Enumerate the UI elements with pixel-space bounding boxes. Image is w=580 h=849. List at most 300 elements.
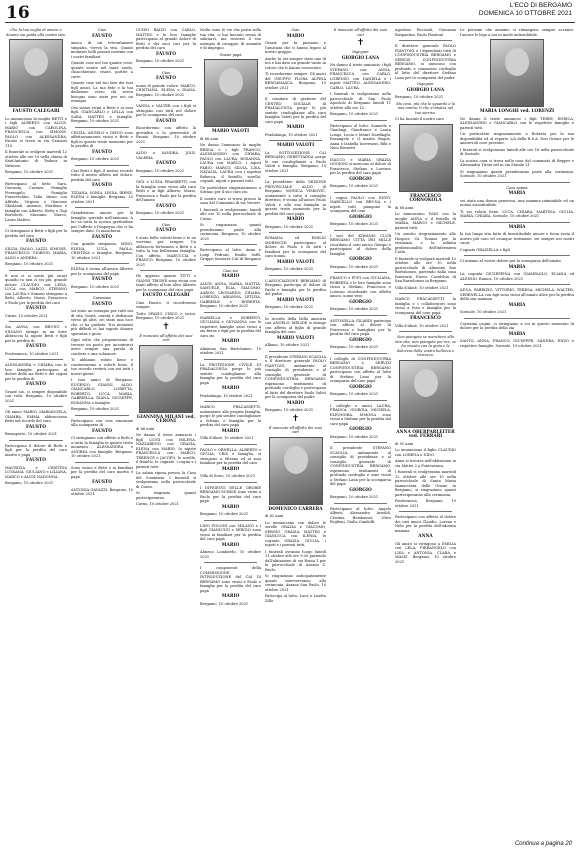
obituary-column-2 [71,28,133,840]
notice-text: Ne danno il triste annuncio i figli LUIGI con MILENA, NAZZARENO con GRAZIA, ELENA con MARIO, la nipote FRANCESCA con MARCO, TERENCE e JACOPO, le sorelle, il fratello, le cognate, i cugini e i parenti tutti. [136,433,196,469]
notice-divider [464,255,570,256]
notice-text: Quante cose nel tuo fare dei tuoi figli amici. La tua fede e la tua dedizione verso chi aveva bisogno sono state per noi un esempio. [71,81,133,103]
notice-divider [399,40,452,41]
notice-text: di 86 anni [200,136,219,141]
notice-text: Ne danno l'annuncio la moglie BERGA e i figli FRANCO, ALESSANDRO con CHIARA, PAOLO con LAURA, ROSANNA, LAURA con MARCO, i nipoti FABIO, MARCO, SILVIA, LISA, NATALIA, LAURA con i nipotini Rebecca, il fratello, sorella, cognati, nipoti e parenti tutti. [200,143,261,183]
notice-text: Quante cose nel tuo quante cene, quante serate nel mare sardo, chiacchierate, risate, partite a carte. [71,61,133,79]
deceased-name: FRANCESCO CORNOKOLA [409,193,442,203]
notice-text: Carissimi cugini, ci stringiamo a voi in questo momento di dolore per la perdita della zia [460,321,574,330]
deceased-name: MARIO VALOTI [276,143,315,148]
deceased-name: MARIO [221,542,240,548]
notice-text: Partecipano il dolore di Betti e figli per la perdita del caro marito e papà [5,443,67,457]
cross-icon: ✝ [356,38,365,48]
notice-divider [75,127,129,128]
notice-divider [9,359,63,360]
deceased-name: DOMENICO CARRERA [268,506,323,512]
notice-text: ALDO e SANDRA, JOLE, VALERIA [136,151,196,160]
notice-text: Ciao [161,222,171,227]
page-header [0,0,580,26]
deceased-name: FAUSTO [26,306,46,311]
notice-divider [204,401,257,402]
deceased-name: MARIO [286,33,305,39]
notice-text: Ho appreso quanto TITTI e GIANNI TRIONE sono vicini con tanto affetto al loro altro Alberto per la scomparsa del caro papà [136,274,196,292]
notice-text: La PROTEZIONE CIVILE DI PRADALUNGA porge le più sentite condoglianze alla famiglia per la perdita del caro papà [200,362,261,385]
notice-text: Si ringraziano anticipatamente quanti interverranno alla cerimonia. Azzano San Paolo, 10 ottobre 2021 [265,574,326,592]
deceased-name: MARIA [508,264,526,270]
notice-text: ALESSANDRA e CHIARA con le loro famiglie partecipano al dolore della zia Betti e dei cugini per la perdita di [5,363,67,381]
deceased-name: FAUSTO [92,277,112,282]
notice-text: Bergamo, 10 ottobre 2021 [330,345,379,349]
notice-text: Pradalunga, 10 ottobre 2021 [200,393,253,398]
deceased-name: MARIO [221,274,240,279]
notice-text: Partecipa al lutto: Luca e Lisetta Zillo [265,594,326,603]
notice-text: Ci uniamo al vostro dolore per la scomparsa dell'amata [460,259,561,263]
deceased-name: FAUSTO [92,33,112,39]
deceased-name: MARIO [286,125,305,130]
notice-text: Ricorderemo con affetto la giovialità e la generosità di Fausto. Bergamo, 10 ottobre 2021 [136,126,196,144]
notice-text: Un sentito ringraziamento allo Hospice Cà Tomasi per la vicinanza e la infinita professionalità dell'infermiera Carla. [395,232,456,254]
notice-text: Ci stringiamo a Betti e figli per la perdita del caro [5,229,67,238]
notice-text: Bergamo, 10 ottobre 2021 [330,495,379,499]
notice-divider [204,359,257,360]
notice-text: Il funerale si svolgerà martedì 12 ottobre alle ore 10 nella parrocchiale di Almenno San Bartolomeo, partendo dalla casa funeraria Nuovo Cavalchin di San Bartolomeo in Bergamo. [395,256,456,283]
notice-text: Grazie per la passione e l'amicizia che ti hanno legato al nostro gruppo. [265,41,326,54]
deceased-name: GIORGIO [349,214,372,220]
obituary-column-5 [265,28,326,840]
notice-text: SILVIA, PAOLO, LAZZI, SIMONE, FRANCESCO, GIORGIO, MARIA, ALDO e ANDREA. [5,246,67,260]
continuation-note: Continua a pagina 20 [514,841,572,847]
notice-text: Lo annunciano IVAN con la moglie ANNA e il fratello di MARIA, MARCO e MICHELE, parenti tutti. [395,212,456,230]
deceased-name: FAUSTO [92,183,112,188]
notice-text: Il funerale si svolgerà martedì 12 ottobre alle ore 10 nella chiesa di Sant'Antonio di Padova in Valtesse. [5,150,67,168]
deceased-name: MARIO [286,400,305,406]
notice-text: I DIPIGENTI DELLE OROBIE BERGAMO-SCHISE sono vicini a Paolo per la perdita del caro papà [200,485,261,503]
notice-divider [464,318,570,319]
notice-text: Molte sono le vie che porta sulla tua vita, ci hai lasciato senza di salutarci, ma resterai il suo esempio di coraggio, di umanità e di impegno. [200,28,261,50]
deceased-name: GIORGIO LANA [341,55,380,61]
notice-text: Bergamo, 10 ottobre 2021 [136,59,185,63]
notice-text: L'ASSOCIAZIONE BERGAMO di Bergamo partecipa al dolore di Paolo e famiglia per la perdita del padre [265,278,326,296]
notice-text: Bergamo, 10 ottobre 2021 [330,434,379,439]
quote-text: Ingegner [352,50,369,54]
notice-text: Ne danno il triste annuncio i figli TERRY, ENRICA, ALESSANDRO e GIANCARLO con le rispettive famiglie e parenti tutti. [460,116,574,130]
deceased-name: FAUSTO [156,161,176,166]
notice-text: TIZIANA, SONIA, LINDA, IRENE, ELENA e famiglie. Bergamo, 10 ottobre 2021 [71,190,133,204]
notice-text: Zia ANNA con BRUNO e SILVANO stringe in un forte abbraccio la nipote Betti e figli per la perdita di [5,325,67,343]
cross-icon: ✝ [162,321,170,332]
notice-text: LINO POLONI con MILANO e i figli GIANLUIGI e SERGIO sono vicini ai familiari per la perdita del caro papà [200,523,261,541]
notice-text: Brusaporto, 10 ottobre 2021 [5,432,58,436]
publication-info [479,2,572,18]
deceased-name: FAUSTO [92,149,112,155]
deceased-name: GIORGIO [349,487,372,493]
notice-text: di 86 anni [136,426,155,431]
notice-divider [75,462,129,463]
notice-text: Un particolare ringraziamento a Roberta per la sua disponibilità ed al reparto 2/A della R.S.A. Don Orione per le amorevoli cure prestate. [460,132,574,145]
notice-divider [334,154,387,155]
deceased-name: ANNA [418,534,433,539]
notice-divider [269,275,322,276]
notice-divider [334,353,387,354]
notice-text: Bergamo, 10 ottobre 2021 [330,112,379,116]
notice-text: di 88 anni [395,205,414,210]
notice-text: La presidente della SEZIONE PROVINCIALE ALDO di Bergamo, MONICA VISKOVIĆ, unitamente a tutto il consiglio direttivo, è vicina all'amico Paolo Valoti e alla sua famiglia in questo triste momento per la perdita del caro papà [265,180,326,216]
notice-text: Almenno San Bartolomeo, 10 ottobre 2021 [200,346,261,355]
obituary-column-3 [136,28,196,840]
deceased-name: FRANCESCO [410,316,441,321]
notice-text: FRANCO e PUPI con GIULIANA, ROBERTA e le loro famiglie sono vicini a Stefano, Francesca e Lorenzo ricordando con affetto amico, uomo vero [330,276,391,298]
obituary-column-1 [5,28,67,840]
deceased-name: FAUSTO [156,51,176,57]
notice-text: sei stata una donna generosa, una mamma inimitabile ed un nonna insostituibile. [460,198,574,207]
notice-text: E non ci si sente più sicuri quando tu non ci sei più, grande dolore CLAUDIO con LENA, LUCA con MARCO, STEFANO con LAURA e Simone stringono a Betti, Alberto, Mario, Francesca e Paolo per la perdita del caro [5,273,67,305]
notice-text: Bergamo, 10 ottobre 2021 [395,95,444,99]
notice-text: Cognata GRAZIELLA e figli [460,247,510,252]
notice-divider [334,503,387,504]
deceased-name: GIORGIO [349,337,372,343]
header-rule [5,22,575,23]
notice-divider [464,222,570,223]
notice-text: I funerali si svolgeranno martedì 12 ottobre alle ore 10 nella parrocchiale di Santa Maria Immacolata delle Grazie in Bergamo, si ringraziano quanti parteciperanno alla cerimonia. [395,470,456,497]
notice-text: La SOTTOSEZIONE CAI BERGAMO GERETTADDA porge le sue condoglianze a Paolo Valoti e famiglia. Bergamo, 10 ottobre 2021 [265,150,326,173]
deceased-name: FAUSTO [156,76,176,81]
notice-text: è stato bello volerti bene e te ne vorremo per sempre. Un abbraccio fortissimo a Betti e a tutta la tua bellissima famiglia. Con affetto, MARUCCIA e FRANCO. Bergamo, 10 ottobre 2021 [136,235,196,267]
deceased-name: FAUSTO [92,428,112,434]
quote-text: Ingegner [417,82,434,86]
deceased-name: GIORGIO [349,384,372,390]
notice-text: Si ringraziano quanti prenderanno parte alla cerimonia. Bergamo, 10 ottobre 2021 [200,223,261,241]
notice-text: Pradalunga, 10 ottobre 2021 [265,132,318,137]
deceased-name: FAUSTO CALEGARI [142,293,190,298]
notice-text: MAURIZIA e CRISTINA LUSSANA, GIULIANO e LILIANA, MARCO e ALICE NADONNA. [5,465,67,479]
notice-text: Ti ricorderemo sempre. Gli amici del GRUPPO FLORA ALPINA BERGAMASCA. Bergamo, 10 ottobre 2021 [265,72,326,90]
notice-text: Cari Betti e figli, il nostro ricordo tutto il nostro affetto nel dolore, perdita del caro [71,168,133,182]
notice-text: I colleghi e amici LAURA, FRANCA, GIORGIA, MICHELA, ELEONORA, SIMONA sono vicini a Stefano per la perdita del caro papà [330,403,391,426]
notice-text: Partecipano al lutto: Anna e Luigi Pedroni, Emilio Soffi, Gruppo Seniores CAI di Bergamo [200,248,261,261]
notice-divider [269,351,322,352]
notice-divider [399,511,452,512]
notice-text: GUIDO BAIZO con CARLO, MATTEO e le loro famiglie partecipano al grande dolore di Betti e dei suoi cari per la perdita del caro [136,28,196,50]
notice-text: Almeno Lombardo, 10 ottobre 2021 [200,550,261,559]
notice-divider [464,182,570,183]
notice-text: Partecipano al lutto: Sara, Giovanni, Carmen, Famiglia Pierangelo, Famiglia Franceschini, Talia Vanzo con Alfredo, Virginio e Giacomo Ghislandi, Antonio, Marilena e famiglia con Alberto, Betty e Gigi Bortolotti, Massimo, Marco, Laura Matteo. [5,181,67,222]
notice-divider [334,192,387,193]
deceased-name: MARIA [508,302,526,308]
notice-divider [204,562,257,563]
notice-text: MARCO FRACASSETTI, la famiglia e i collaboratori sono vicini a Ivan e famiglia per la scomparsa del caro papà [395,297,456,315]
portrait-photo [204,59,258,127]
deceased-name: MARIO [221,428,240,434]
notice-divider [204,520,257,521]
notice-divider [75,415,129,416]
notice-divider [399,331,452,332]
portrait-photo [399,124,453,192]
deceased-name: MARIO VALOTI [276,335,315,341]
notice-text: Curno, 10 ottobre 2021 [5,313,48,318]
notice-text: sei stato un esempio per tutti noi di vita, bontà, onestà e dedizione verso gli altri, sei stato una luce che ci ha guidato. Nei momenti più difficili ci hai saputo donare speranza e gioia. [71,309,133,336]
notice-text: MARIELLA e ROBERTO, GIULIANA e GIOVANNA con le rispettive famiglie sono vicini a zia Bersa e figli per la perdita del caro zio [200,315,261,338]
quote-text: È mancato all'affetto dei suoi cari [268,425,323,434]
notice-divider [334,315,387,316]
notice-divider [75,207,129,208]
notice-divider [204,312,257,313]
notice-text: Il direttore generale PAOLO PIANTONI e i dipendenti tutti di CONFINDUSTRIA BERGAMO e SERVIZI CONFINDUSTRIA BERGAMO, si uniscono con profondo e commosso cordoglio al lutto del direttore Stefano Lana per la scomparsa del padre [395,44,456,80]
notice-divider [399,293,452,294]
notice-text: Anna si trovava nell'abitazione in via Mattei 2 a Ponteranica. [395,459,456,468]
notice-text: Bergamo, 10 ottobre 2021 [71,157,120,161]
notice-text: I componenti della COMMISSIONE INTRODUZIONE del CAI DI BERGAMO sono vicini a Paolo e famiglia per la perdita del caro papà [200,566,261,593]
notice-text: Lo annunciano con dolore le sorelle GRAZIA e GIACOMO, SERGIO, GRAZIA, MATTEO e GIANLUCA con ILENIA, le cognate GRAZIA, GIULIA, i nipoti e i parenti tutti. [265,520,326,547]
notice-text: Bergamo, 10 ottobre 2021 [265,224,314,229]
notice-text: Il presidente STEFANO SCAGLIA e il direttore generale PAOLO PIANTONI, unitamente al consiglio di presidenza e al consiglio generale di CONFINDUSTRIA BERGAMO, esprimono sentimenti di profondo cordoglio e partecipano al lutto del direttore Paolo Valoti per la scomparsa del padre [265,354,326,399]
notice-text: ROMANA ed EMILIO MORESCHI partecipano al dolore di Paolo e di tutti i familiari per la scomparsa del caro nonno [265,236,326,258]
deceased-name: FAUSTO [156,228,176,233]
notice-text: Villa d'Almè, 10 ottobre 2021 [200,436,254,440]
notice-text: VANNA e VALTER con i figli si stringono con tutti nel dolore per la scomparsa del caro [136,104,196,117]
quote-text: È mancato all'affetto dei suoi cari [333,28,388,37]
notice-text: Bergamo, 10 ottobre 2021 [330,307,379,311]
notice-divider [9,270,63,271]
notice-text: Ponteranica, 10 ottobre 2021 [5,351,59,356]
notice-text: Tutto SPAZIO CIRCO e vicini. Bergamo, 10 ottobre 2021 [136,311,196,320]
notice-divider [140,176,192,177]
obituary-column-4 [200,28,261,840]
notice-text: Ti abbiamo voluto bene e continueremo a volerti bene, il tuo ricordo resterà con noi tutti i nostri giorni. [71,358,133,376]
notice-text: Il presidente STEFANO SCAGLIA, unitamente al consiglio di presidenza e al consiglio generale di CONFINDUSTRIA BERGAMO, esprimono sentimenti di profondo cordoglio e sono vicini a Stefano Lana per la scomparsa del papà [330,446,391,486]
obituary-column-8 [460,28,574,840]
notice-text: Bergamo, 10 ottobre 2021 [330,222,379,226]
notice-divider [140,147,192,148]
notice-text: Si ringrazia quanti parteciperanno. [136,491,196,500]
notice-text: CINZIA, ANGELO e DIEGO sono affettuosamente vicini a Betti e figli in questo triste momento per la perdita di [71,130,133,148]
notice-divider [334,120,387,121]
notice-divider [334,230,387,231]
notice-text: I soci del KIWANIS CLUB BERGAMO CITTÀ DEI MILLE ricordano il caro amico Giorgio e partecipano al dolore della famiglia [330,233,391,256]
deceased-name: FAUSTO [26,344,46,349]
notice-text: Villa d'Almè, 10 ottobre 2021 [395,285,449,290]
notice-divider [269,93,322,94]
notice-text: Cara nonna [506,185,528,190]
notice-text: ELENA è vicina all'amica Alberto per la scomparsa del papà [71,267,133,276]
notice-divider [204,265,257,266]
notice-text: Sorisole, 10 ottobre 2021 [460,310,507,314]
deceased-name: GIORGIO [349,427,372,432]
notice-divider [334,442,387,443]
notice-divider [334,400,387,401]
notice-text: Ponteranica, Bergamo, 10 ottobre 2021 [395,499,456,508]
deceased-name: MARIA [508,191,526,196]
deceased-name: MARIO [221,594,240,599]
notice-text: Sono vicino a Betti e ai familiari per la perdita del caro marito e papà [71,465,133,479]
notice-text: Gli amici si stringono a EMILIA con LELA, PIERANGELO con LISA e ANTONIA, CLARA e MASSI. Bergamo, 10 ottobre 2021 [395,541,456,564]
notice-text: Villa di Serio, 10 ottobre 2021 [200,474,256,478]
deceased-name: MARIO [221,504,240,510]
notice-text: Ciao [97,28,107,32]
deceased-name: ANNA OBERPARLEITER ved. FERRARI [396,429,455,439]
notice-text: Grazie zio, ci sempre disponibile con tutti. Bergamo, 10 ottobre 2021 [5,389,67,403]
notice-text: Grandissimo amore per la famiglia, speciale nell'amicizia. A lui va tutta la nostra gratitudine per l'affetto e l'impegno che ci ha sempre dato. Ci mancherai. [71,211,133,233]
notice-text: Carissimo [92,296,112,300]
notice-divider [140,270,192,271]
notice-text: La salma riposa presso la Casa del Commiato. I funerali si svolgeranno nella parrocchiale di Curno. [136,471,196,489]
notice-divider [204,444,257,445]
portrait-photo [269,437,323,505]
notice-text: Le persone che amiamo ci rimangono sempre accanto: l'amore le lega a noi in modo indissolubile. [460,28,574,37]
deceased-name: FAUSTO [26,239,46,244]
notice-text: Il comitato di gestione del CENTRO SOCIALE di PRADALUNGA porge le più sentite condoglianze alla cara famiglia Valoti per la perdita del caro papà [265,97,326,124]
notice-text: Un particolare ringraziamento a Silvano per il suo caro zio. [200,185,261,194]
deceased-name: FAUSTO [92,480,112,485]
notice-text: Grazie papà [219,52,242,57]
notice-text: di 91 anni [395,441,414,446]
notice-text: Bergamo, 10 ottobre 2021 [330,264,379,269]
notice-text: In ricordo della bella amicizia con ANGELO, MELIDE si stringe con affetto al figlio di grande famiglia del caro [265,316,326,334]
notice-text: Partecipano con affetto al dolore dei cari amici Claudio, Lorena e Nido per la perdita dell'adorata mamma [395,515,456,533]
notice-text: Lo annunciano il figlio CLAUDIO con LORENA e NIDO. [395,448,456,457]
portrait-photo [399,360,453,428]
notice-text: Bergamo, 10 ottobre 2021 [5,262,54,266]
notice-text: I funerali si svolgeranno lunedì alle ore 10 nella parrocchiale di Curno. [200,207,261,221]
notice-text: Bergamo, 10 ottobre 2021 [71,407,120,411]
deceased-name: MARIO VALOTI [276,297,315,303]
deceased-name: FAUSTO [156,118,176,124]
deceased-name: MARIO [221,386,240,391]
notice-text: Ci ha lasciati il nostro caro [395,117,445,121]
notice-text: I colleghi di CONFINDUSTRIA BERGAMO e SERVIZI CONFINDUSTRIA BERGAMO partecipano con affetto al lutto di Stefano Lana per la scomparsa del caro papà [330,356,391,383]
deceased-name: FAUSTO [26,382,46,387]
notice-text: Bergamo, 10 ottobre 2021 [136,211,185,215]
notice-text: La nostra cara si trova nella casa del commiato di Bepper e Alessandra Tironi nel in via Statale 21. [460,158,574,167]
notice-text: Ciao zio [223,268,238,273]
notice-divider [9,178,63,179]
notice-text: Ti sei voluta bene, LUCA, CHIARA, MARTINA, GIULIA, MARIA, CHIARA. Sorisole, 10 ottobre 2021 [460,209,574,218]
quote-text: Ma cosa, più che lo sguardo e la mia anima, ti che s'innalza nel tuo sorriso. [396,101,455,115]
notice-text: Partecipano al lutto: Angela Alberti, Alessandro Arnoldi, Cristina Bombassei, Olivo Foglieni, Giulio Gandolfi [330,506,391,524]
notice-text: MARCO FRACASSETTI, unitamente alla propria famiglia, porge le più sentite condoglianze a Silvano e famiglia per la perdita del caro papà [200,405,261,427]
notice-text: Agostino Piccinali, Giovanna Ruspantini, Paolo Piantoni [395,28,456,37]
notice-text: la tua lunga vita fatta di insostituibile amore e forza resta il nostro più caro ed ovunque testimone, sei sempre nei nostri cuori. [460,232,574,245]
notice-text: Curno, 10 ottobre 2021 [136,502,179,506]
notice-text: ISACCO e MARIA GRAZIA OGGIONI si uniscono al dolore di Francesca, Stefano e Lorenzo per la perdita del caro papà [330,157,391,175]
notice-text: Partecipano con viva emozione alla scomparsa di [71,418,133,427]
deceased-name: GIORGIO [349,176,372,182]
quote-text: Che la tua voglia di amare e donare sia guida alla nostra vita. [6,28,66,37]
notice-divider [269,232,322,233]
cross-icon: ✝ [291,413,300,424]
notice-divider [9,225,63,226]
notice-text: Ciao [291,28,300,32]
notice-divider [204,244,257,245]
notice-text: Con grande rimpianto, MINO, ELENA, LUCA, PAOLA, CRISTINA e famiglie. Bergamo, 10 ottobre 2021 [71,242,133,260]
deceased-name: FAUSTO [26,458,46,463]
notice-divider [9,406,63,407]
notice-text: Bergamo, 10 ottobre 2021 [265,305,314,309]
deceased-name: MARIO [286,217,305,222]
notice-text: Ogni volta che proponevamo di trovare un posto per incontrarci avevi sempre una parola di conforto e una soluzione. [71,338,133,356]
deceased-name: FAUSTO [26,424,46,430]
notice-text: Bergamo, 10 ottobre 2021 [5,481,54,485]
notice-text: Lo annunciano la moglie BETTI e i figli ALBERTO con ALICE, MARIO con CAROLINA, FRANCESCA con SIMONE, PAOLO con ALESSANDRA. Fausto si trova in via Camozzi 110. [5,116,67,148]
portrait-photo [490,39,544,107]
notice-text: Si ringraziano quanti prenderanno parte alla cerimonia. Sorisole, 10 ottobre 2021 [460,169,574,178]
notice-divider [464,284,570,285]
obituary-column-6 [330,28,391,840]
deceased-name: GIORGIO [349,257,372,262]
notice-text: Anche tu sei sempre stato uno di noi e hai dato un grande vanto in coloro che ti hanno conosciuto. [265,56,326,70]
notice-text: La cognata GIUSEPPINA con GIAMPAOLO, ELIANA ed ALESSIO. Ranica, 10 ottobre 2021 [460,272,574,281]
quote-text: Non piangete se mancherò alla mia vita, non piangete per me, se ho vissuto con la gioia e la dolcezza della vostra bellezza e tristezza. [395,335,456,357]
notice-divider [269,176,322,177]
portrait-photo [9,39,63,107]
notice-divider [334,272,387,273]
notice-text: Ciao Fausto, ti ricorderemo sempre. [136,300,196,309]
notice-text: ALICE, ANNA, MARIA, MATTIA, SAMUELE, ELIA, GIACOMO, AARON, LEONARDO, CHIARA, LORENZO, ARIANNA, LETIZIA, GABRIELE e ROBERTA. Bergamo, 10 ottobre 2021 [200,281,261,308]
deceased-name: FAUSTO [92,301,112,307]
notice-divider [75,263,129,264]
notice-text: Ciao [161,70,171,75]
notice-text: Ne danno il triste annuncio i figli STEFANO con ANNA, FRANCESCA con CARLO, LORENZO con DANIELA e i nipoti MATTEO, ALESSANDRO, CARLO, LAURA. [330,63,391,90]
notice-divider [140,67,192,68]
notice-text: Ci stringiamo con affetto a Betti e a tutta la famiglia in questo triste momento. ALESSANDRA e ANDREA con famiglie. Bergamo, 10 ottobre 2021 [71,436,133,458]
notice-text: PAOLO e ORNELLA, ALBERTO e GIULIA, CRIS e famiglia, si stringono a Silvano ed ai suoi familiari per la perdita del caro [200,447,261,465]
notice-divider [9,440,63,441]
quote-text: È mancato all'affetto dei suoi cari [139,333,193,342]
deceased-name: FAUSTO CALEGARI [12,109,60,114]
deceased-name: MARIA [508,331,526,337]
deceased-name: GIORGIO [349,299,372,305]
notice-text: Albano, 10 ottobre 2021 [265,343,310,347]
notice-text: SANTO, ANNA, FRANCO, GIUSEPPE, SANDRA, ENZO e rispettive famiglie. Sorisole, 10 ottobre 2021 [460,339,574,348]
notice-text: Bergamo, 10 ottobre 2021 [330,392,379,396]
notice-text: amico di cui letteralmente simpatia, viveva la vita. Quanti momenti belli passati insieme con i nostri familiari. [71,41,133,59]
deceased-name: FAUSTO [92,234,112,240]
deceased-name: FAUSTO [156,203,176,209]
notice-text: Bergamo, 10 ottobre 2021 [136,168,185,173]
deceased-name: MARIA LONGHI ved. LORENZI [479,109,555,114]
notice-text: Bergamo, 10 ottobre 2021 [265,267,314,271]
deceased-name: GIORGIO LANA [406,87,445,93]
notice-text: Ora siamo vicini a Betti e ai suoi figli. GIANCARLO e LELLA con SARA, MATTEO e famiglie. Bergamo, 10 ottobre 2021 [71,105,133,123]
notice-divider [269,313,322,314]
notice-divider [140,219,192,220]
page-number: 16 [6,3,30,23]
notice-divider [140,100,192,101]
notice-divider [75,292,129,293]
deceased-name: MARIO [221,466,240,472]
notice-text: Bergamo, 10 ottobre 2021 [200,601,249,606]
notice-text: Bergamo, 10 ottobre 2021 [200,512,249,516]
notice-divider [9,321,63,322]
notice-text: I funerali avranno luogo lunedì 11 ottobre alle ore 9:30 partendo dall'abitazione di via Roma 1 per la parrocchiale di Azzano S. Paolo. [265,549,326,572]
portrait-photo [139,345,193,413]
deceased-name: MARIO VALOTI [211,129,250,134]
notice-text: Gli amici MARIO, MARIANGELA, GIAMBA, EMMA abbracciano Betti nel ricordo del caro [5,410,67,423]
notice-text: I cugini PAOLO con ENNY, MARCELLO con BRUNA e i nipoti tutti piangono la scomparsa del caro [330,195,391,213]
notice-text: Bergamo, 10 ottobre 2021 [330,184,379,188]
notice-text: I funerali si svolgeranno nella parrocchiale di San Paolo Apostolo di Bergamo lunedì 11 ottobre alle ore 15. [330,92,391,110]
notice-text: Villa d'Almè, 10 ottobre 2021 [395,323,449,328]
deceased-name: MARIO [221,339,240,344]
notice-text: Il nostro caro si trova presso la casa del Commiato di via Verzeri. [200,196,261,205]
notice-divider [75,165,129,166]
publication-name: L'ECO DI BERGAMO [509,2,572,9]
notice-text: Partecipano al lutto: Samuele e Gianluigi, Gianfranco e Laura Longo, Lucia e Mauri Nardinghi, Rosangela e il marito Bugne, Anna e Isabella Invernizzi, Bibi e Nino Brunetti [330,123,391,150]
deceased-name: GIANNINA MILANI ved. CERONI [137,414,195,424]
notice-text: Bergamo, 10 ottobre 2021 [265,408,314,412]
deceased-name: MARIO VALOTI [276,259,315,265]
notice-text: Bergamo, 10 ottobre 2021 [71,284,120,289]
notice-text: GIGI e LUISA FRAMBETTI con la famiglia sono vicini alla cara Betti e ai figli Alberto, Mario, Francesca e Paolo per la perdita dell'amato [136,180,196,202]
